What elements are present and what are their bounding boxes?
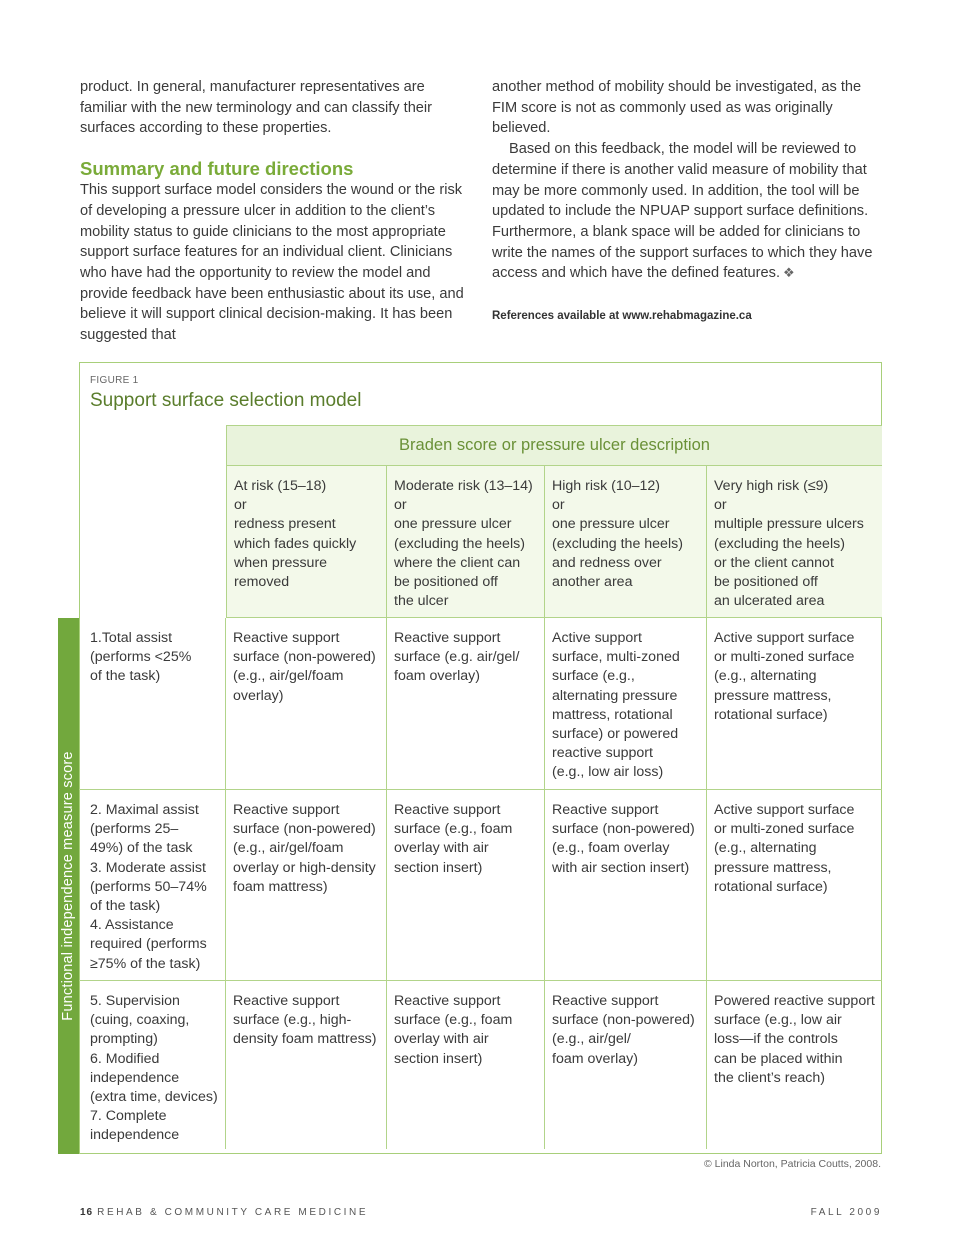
column-header-at-risk: At risk (15–18) or redness present which fades quickly when pressure removed xyxy=(226,466,387,618)
continuation-paragraph: another method of mobility should be investigated, as the FIM score is not as commonly used as was originally believed. xyxy=(492,79,862,137)
selection-model-table xyxy=(79,425,882,1149)
table-cell: Reactive support surface (non-powered) (e.g., air/gel/foam overlay or high-density foam mattress) xyxy=(226,790,387,981)
table-cell: Reactive support surface (non-powered) (e.g., air/gel/foam overlay) xyxy=(226,618,387,790)
end-ornament-icon: ❖ xyxy=(783,265,795,281)
column-group-header: Braden score or pressure ulcer description xyxy=(226,425,882,466)
feedback-text: Based on this feedback, the model will be reviewed to determine if there is another valid measure of mobility that may be more commonly used. In addition, the tool will be updated to include the NPUAP support surface definitions. Furthermore, a blank space will be added for clinicians to write the names of the support surfaces to which they have access and which have the defined features. xyxy=(492,141,873,282)
table-cell: Powered reactive support surface (e.g., low air loss—if the controls can be placed within the client’s reach) xyxy=(714,993,875,1086)
issue-label: FALL 2009 xyxy=(810,1207,882,1218)
column-header-very-high-risk: Very high risk (≤9) or multiple pressure ulcers (excluding the heels) or the client cannot be positioned off an ulcerated area xyxy=(707,466,882,618)
column-header-high-risk: High risk (10–12) or one pressure ulcer (excluding the heels) and redness over another area xyxy=(545,466,707,618)
publication-name: REHAB & COMMUNITY CARE MEDICINE xyxy=(97,1207,369,1218)
column-header-moderate-risk: Moderate risk (13–14) or one pressure ulcer (excluding the heels) where the client can be positioned off the ulcer xyxy=(387,466,545,618)
table-cell: Active support surface or multi-zoned surface (e.g., alternating pressure mattress, rotational surface) xyxy=(707,618,882,790)
table-cell: Reactive support surface (e.g., high- density foam mattress) xyxy=(226,981,387,1149)
figure-label: FIGURE 1 xyxy=(90,375,139,386)
right-text-column xyxy=(492,77,882,327)
figure-title: Support surface selection model xyxy=(90,390,362,411)
table-corner xyxy=(79,425,226,466)
summary-paragraph: This support surface model considers the wound or the risk of developing a pressure ulcer in addition to the client’s mobility status to guide clinicians to the most appropriate support surface features for an individual client. Clinicians who have had the opportunity to review the model and provide feedback have been enthusiastic about its use, and believe it will support clinical decision-making. It has been suggested that xyxy=(80,182,464,344)
row-header-assist-levels: 2. Maximal assist (performs 25– 49%) of the task 3. Moderate assist (performs 50–74% of the task) 4. Assistance required (performs ≥75% of the task) xyxy=(79,790,226,981)
table-cell: Reactive support surface (e.g. air/gel/ foam overlay) xyxy=(387,618,545,790)
page-footer-left xyxy=(80,1207,368,1218)
left-text-column xyxy=(80,77,465,346)
table-cell: Reactive support surface (e.g., foam overlay with air section insert) xyxy=(387,790,545,981)
page-number: 16 xyxy=(80,1207,94,1218)
intro-paragraph: product. In general, manufacturer representatives are familiar with the new terminology and can classify their surfaces according to these properties. xyxy=(80,79,433,137)
table-cell: Reactive support surface (non-powered) (e.g., air/gel/ foam overlay) xyxy=(545,981,707,1149)
table-cell: Active support surface, multi-zoned surface (e.g., alternating pressure mattress, rotational surface) or powered reactive support (e.g., low air loss) xyxy=(545,618,707,790)
table-cell: Reactive support surface (e.g., foam overlay with air section insert) xyxy=(387,981,545,1149)
figure-copyright: © Linda Norton, Patricia Coutts, 2008. xyxy=(704,1158,881,1170)
row-header-independence: 5. Supervision (cuing, coaxing, prompting) 6. Modified independence (extra time, devices) 7. Complete independence xyxy=(79,981,226,1149)
table-corner-2 xyxy=(79,466,226,618)
table-cell: Reactive support surface (non-powered) (e.g., foam overlay with air section insert) xyxy=(545,790,707,981)
section-heading: Summary and future directions xyxy=(80,158,354,180)
references-note: References available at www.rehabmagazine.ca xyxy=(492,310,752,323)
row-group-header: Functional independence measure score xyxy=(60,751,76,1021)
row-header-total-assist: 1.Total assist (performs <25% of the task) xyxy=(79,618,226,790)
feedback-paragraph xyxy=(492,139,882,284)
table-cell: Active support surface or multi-zoned surface (e.g., alternating pressure mattress, rotational surface) xyxy=(707,790,882,981)
